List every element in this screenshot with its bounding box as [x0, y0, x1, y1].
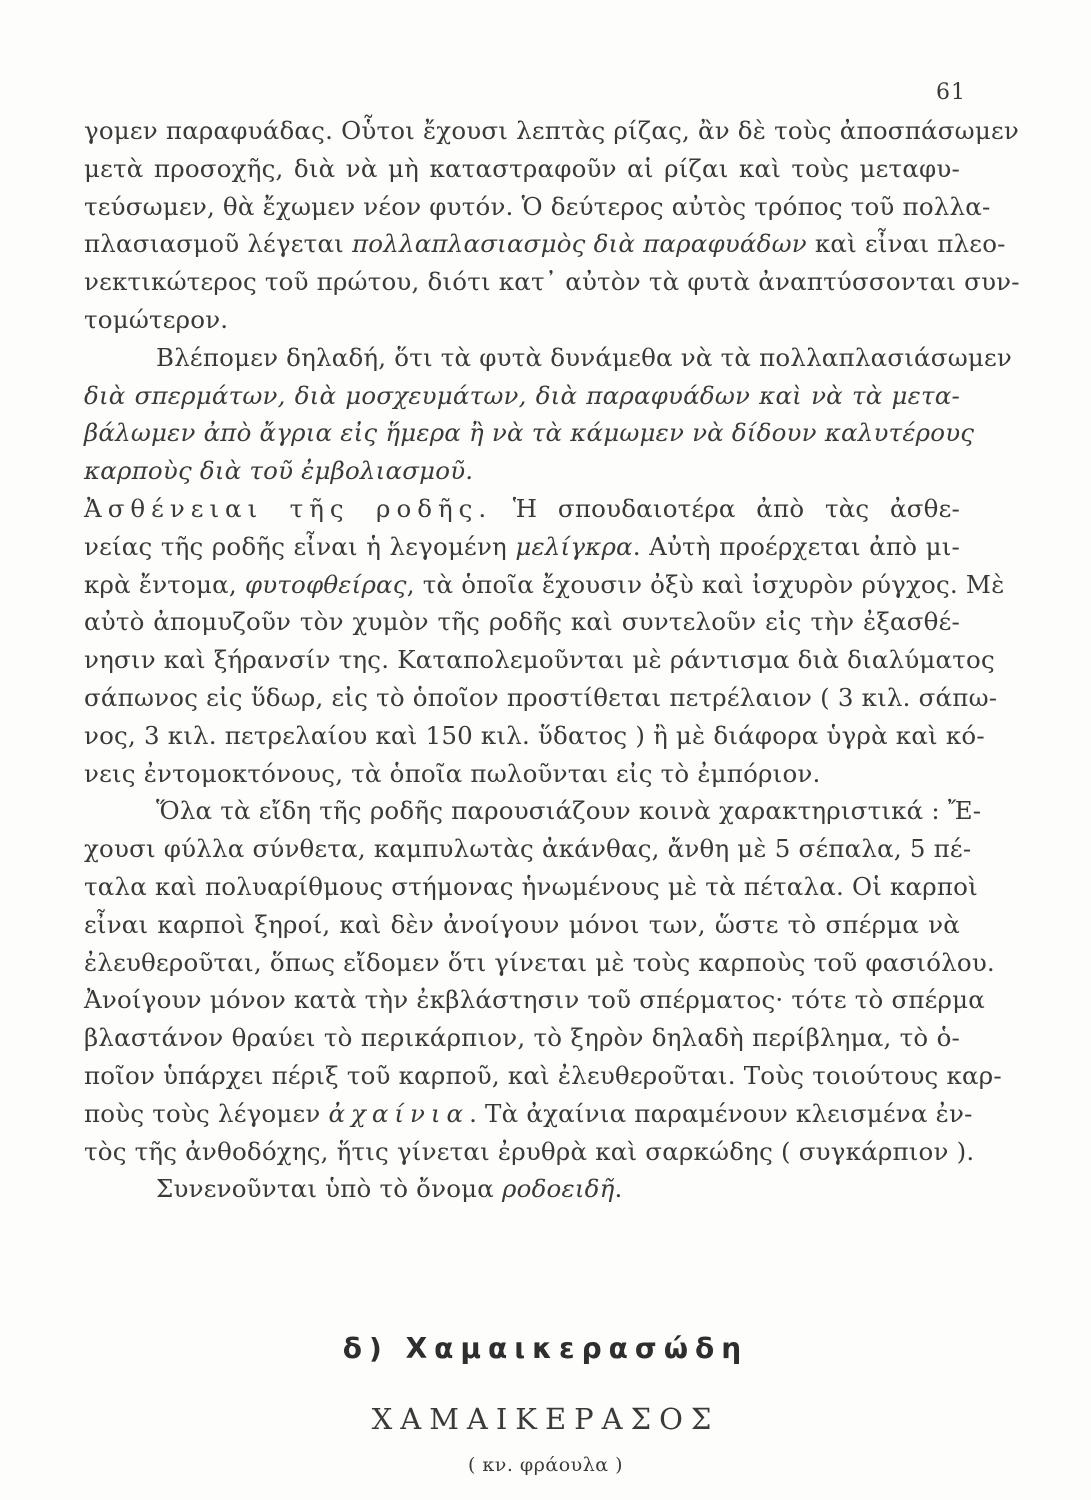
- term-propagation-by-offsets: πολλαπλασιασμὸς διὰ παραφυάδων: [351, 229, 807, 259]
- text-line: γομεν παραφυάδας. Οὗτοι ἔχουσι λεπτὰς ρίζας, ἂν δὲ τοὺς ἀποσπάσωμεν: [84, 116, 1019, 145]
- text-run: ποὺς τοὺς λέγομεν: [84, 1098, 329, 1128]
- text-line: νεις ἐντομοκτόνους, τὰ ὁποῖα πωλοῦνται εἰς τὸ ἐμπόριον.: [84, 758, 821, 788]
- text-line: [84, 528, 960, 566]
- text-line: νησιν καὶ ξήρανσίν της. Καταπολεμοῦνται μὲ ράντισμα διὰ διαλύματος: [84, 645, 995, 675]
- text-line: ἐλευθεροῦται, ὅπως εἴδομεν ὅτι γίνεται μὲ τοὺς καρποὺς τοῦ φασιόλου.: [84, 947, 995, 977]
- text-line: Βλέπομεν δηλαδή, ὅτι τὰ φυτὰ δυνάμεθα νὰ τὰ πολλαπλασιάσωμεν: [156, 342, 1013, 372]
- text-run: νείας τῆς ροδῆς εἶναι ἡ λεγομένη: [84, 531, 516, 561]
- text-run: Ἡ σπουδαιοτέρα ἀπὸ τὰς ἀσθε-: [492, 493, 960, 523]
- paragraph-offsets: [84, 112, 1020, 339]
- common-name: ( κν. φράουλα ): [467, 1454, 624, 1476]
- text-line: χουσι φύλλα σύνθετα, καμπυλωτὰς ἀκάνθας, ἄνθη μὲ 5 σέπαλα, 5 πέ-: [84, 834, 972, 864]
- text-run: κρὰ ἔντομα,: [84, 569, 245, 599]
- text-line: νος, 3 κιλ. πετρελαίου καὶ 150 κιλ. ὕδατος ) ἢ μὲ διάφορα ὑγρὰ καὶ κό-: [84, 720, 985, 750]
- text-run: , τὰ ὁποῖα ἔχουσιν ὀξὺ καὶ ἰσχυρὸν ρύγχος. Μὲ: [406, 569, 1005, 599]
- plant-title: ΧΑΜΑΙΚΕΡΑΣΟΣ: [371, 1402, 720, 1436]
- text-line: μετὰ προσοχῆς, διὰ νὰ μὴ καταστραφοῦν αἱ ρίζαι καὶ τοὺς μεταφυ-: [84, 153, 960, 183]
- text-run: Συνενοῦνται ὑπὸ τὸ ὄνομα: [156, 1174, 503, 1204]
- term-achainia: ἀχαίνια: [328, 1098, 470, 1128]
- text-line: ταλα καὶ πολυαρίθμους στήμονας ἡνωμένους μὲ τὰ πέταλα. Οἱ καρποὶ: [84, 871, 978, 901]
- term-fytofthеiras: φυτοφθείρας: [244, 569, 407, 599]
- term-meligkra: μελίγκρα: [515, 531, 633, 561]
- text-line: νεκτικώτερος τοῦ πρώτου, διότι κατ᾽ αὐτὸν τὰ φυτὰ ἀναπτύσσονται συν-: [84, 267, 1020, 297]
- text-line: εἶναι καρποὶ ξηροί, καὶ δὲν ἀνοίγουν μόνοι των, ὥστε τὸ σπέρμα νὰ: [84, 909, 960, 939]
- text-line: [84, 490, 960, 528]
- text-line: τὸς τῆς ἀνθοδόχης, ἥτις γίνεται ἐρυθρὰ καὶ σαρκώδης ( συγκάρπιον ).: [84, 1136, 975, 1166]
- text-run: πλασιασμοῦ λέγεται: [84, 229, 352, 259]
- text-run: .: [614, 1174, 623, 1204]
- text-line: [84, 566, 1005, 604]
- text-line: τεύσωμεν, θὰ ἔχωμεν νέον φυτόν. Ὁ δεύτερος αὐτὸς τρόπος τοῦ πολλα-: [84, 191, 991, 221]
- text-line: σάπωνος εἰς ὕδωρ, εἰς τὸ ὁποῖον προστίθεται πετρέλαιον ( 3 κιλ. σάπω-: [84, 682, 998, 712]
- paragraph-rose-diseases: [84, 490, 1005, 792]
- text-line: [84, 225, 1006, 263]
- text-line: [84, 1095, 973, 1133]
- subheading-rose-diseases: Ἀσθένειαι τῆς ροδῆς.: [84, 493, 493, 523]
- text-line: αὐτὸ ἀπομυζοῦν τὸν χυμὸν τῆς ροδῆς καὶ συντελοῦν εἰς τὴν ἐξασθέ-: [84, 607, 960, 637]
- page-number: 61: [936, 80, 966, 105]
- text-line: καρποὺς διὰ τοῦ ἐμβολιασμοῦ.: [84, 456, 474, 486]
- text-line: βάλωμεν ἀπὸ ἄγρια εἰς ἥμερα ἢ νὰ τὰ κάμωμεν νὰ δίδουν καλυτέρους: [84, 418, 975, 448]
- paragraph-propagation-summary: [84, 339, 1013, 490]
- section-heading: δ) Χαμαικερασώδη: [342, 1332, 749, 1365]
- text-line: τομώτερον.: [84, 304, 229, 334]
- text-run: . Αὐτὴ προέρχεται ἀπὸ μι-: [632, 531, 960, 561]
- text-run: καὶ εἶναι πλεο-: [806, 229, 1006, 259]
- text-run: . Τὰ ἀχαίνια παραμένουν κλεισμένα ἐν-: [469, 1098, 973, 1128]
- text-line: βλαστάνον θραύει τὸ περικάρπιον, τὸ ξηρὸν δηλαδὴ περίβλημα, τὸ ὁ-: [84, 1023, 960, 1053]
- text-line: διὰ σπερμάτων, διὰ μοσχευμάτων, διὰ παραφυάδων καὶ νὰ τὰ μετα-: [84, 380, 960, 410]
- text-line: [84, 1170, 960, 1208]
- paragraph-rose-characteristics: [84, 792, 1002, 1170]
- text-line: ποῖον ὑπάρχει πέριξ τοῦ καρποῦ, καὶ ἐλευθεροῦται. Τοὺς τοιούτους καρ-: [84, 1060, 1002, 1090]
- body-text: [84, 112, 1020, 1208]
- term-rodoeidi: ροδοειδῆ: [502, 1174, 615, 1204]
- text-line: Ἀνοίγουν μόνον κατὰ τὴν ἐκβλάστησιν τοῦ σπέρματος· τότε τὸ σπέρμα: [84, 985, 986, 1015]
- text-line: Ὅλα τὰ εἴδη τῆς ροδῆς παρουσιάζουν κοινὰ χαρακτηριστικά : Ἔ-: [156, 796, 982, 826]
- paragraph-rosaceae: [84, 1170, 960, 1208]
